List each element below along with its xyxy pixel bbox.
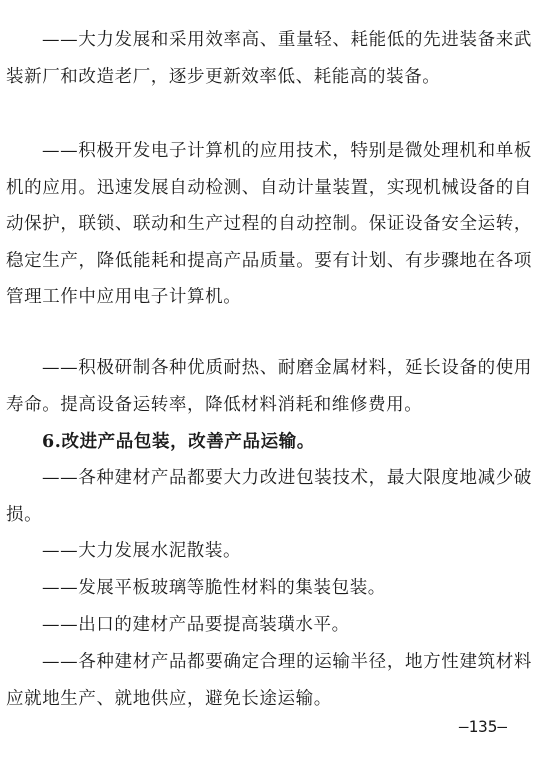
section-heading: 6.改进产品包装，改善产品运输。: [42, 432, 315, 452]
paragraph-transport: ——各种建材产品都要确定合理的运输半径，地方性建筑材料应就地生产、就地供应，避免长途运输。: [6, 652, 532, 709]
paragraph-cement: ——大力发展水泥散装。: [42, 541, 242, 561]
paragraph-materials: ——积极研制各种优质耐热、耐磨金属材料，延长设备的使用寿命。提高设备运转率，降低材料消耗和维修费用。: [6, 358, 532, 415]
paragraph-equipment: ——大力发展和采用效率高、重量轻、耗能低的先进装备来武装新厂和改造老厂，逐步更新效率低、耗能高的装备。: [6, 30, 532, 87]
paragraph-computer: ——积极开发电子计算机的应用技术，特别是微处理机和单板机的应用。迅速发展自动检测、自动计量装置，实现机械设备的自动保护，联锁、联动和生产过程的自动控制。保证设备安全运转，稳定生产，降低能耗和提高产品质量。要有计划、有步骤地在各项管理工作中应用电子计算机。: [6, 141, 532, 308]
paragraph-export: ——出口的建材产品要提高装璜水平。: [42, 615, 350, 635]
paragraph-packaging: ——各种建材产品都要大力改进包装技术，最大限度地减少破损。: [6, 468, 532, 525]
paragraph-glass: ——发展平板玻璃等脆性材料的集装包装。: [42, 578, 386, 598]
page-number: —135—: [458, 717, 507, 736]
